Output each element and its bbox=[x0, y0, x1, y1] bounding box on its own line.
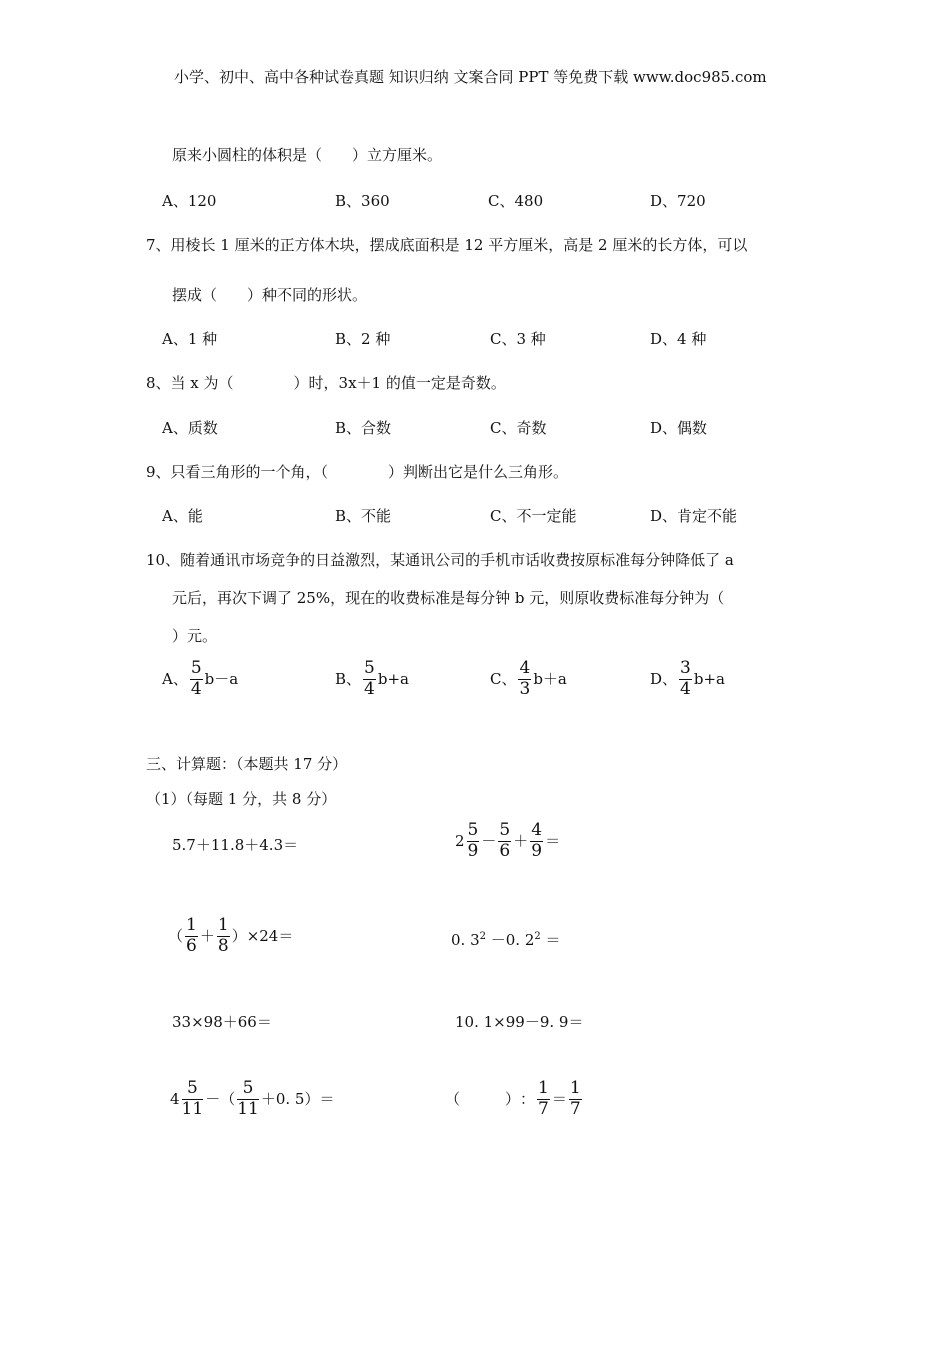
q7-option-a: A、1 种 bbox=[162, 330, 218, 348]
denominator: 4 bbox=[190, 678, 202, 699]
denominator: 6 bbox=[186, 935, 197, 956]
denominator: 11 bbox=[237, 1098, 259, 1119]
expression-tail: ）×24＝ bbox=[231, 926, 294, 945]
answer-blank: （ ） bbox=[445, 1089, 521, 1108]
denominator: 6 bbox=[499, 840, 511, 861]
denominator: 4 bbox=[680, 678, 691, 699]
q7-line1: 7、用棱长 1 厘米的正方体木块，摆成底面积是 12 平方厘米，高是 2 厘米的长方体，可以 bbox=[146, 236, 748, 254]
operator: ＋ bbox=[513, 831, 529, 850]
q6-option-d: D、720 bbox=[650, 192, 706, 210]
q7-option-b: B、2 种 bbox=[335, 330, 391, 348]
operator: －（ bbox=[205, 1089, 236, 1108]
problem-6: 10. 1×99－9. 9＝ bbox=[455, 1013, 584, 1031]
q7-line2: 摆成（ ）种不同的形状。 bbox=[172, 286, 368, 304]
problem-8 bbox=[445, 1080, 584, 1119]
section3-sub1: （1）（每题 1 分，共 8 分） bbox=[146, 790, 337, 808]
q6-option-c: C、480 bbox=[488, 192, 544, 210]
denominator: 7 bbox=[569, 1098, 581, 1119]
option-label: C、 bbox=[490, 669, 517, 688]
exponent: 2 bbox=[479, 931, 486, 942]
numerator: 3 bbox=[680, 658, 691, 678]
numerator: 1 bbox=[186, 915, 197, 935]
numerator: 1 bbox=[538, 1078, 549, 1098]
q8-text: 8、当 x 为（ ）时，3x＋1 的值一定是奇数。 bbox=[146, 374, 506, 392]
denominator: 8 bbox=[217, 935, 229, 956]
q10-option-a bbox=[162, 660, 238, 699]
equals: ＝ bbox=[545, 831, 561, 850]
numerator: 4 bbox=[519, 658, 531, 678]
exponent: 2 bbox=[534, 931, 541, 942]
denominator: 11 bbox=[181, 1098, 204, 1119]
operator: ＋ bbox=[199, 926, 215, 945]
denominator: 4 bbox=[364, 678, 375, 699]
problem-2 bbox=[455, 822, 560, 861]
denominator: 9 bbox=[531, 840, 543, 861]
fraction bbox=[190, 660, 203, 699]
problem-7 bbox=[170, 1080, 334, 1119]
q9-option-b: B、不能 bbox=[335, 507, 392, 525]
numerator: 4 bbox=[531, 820, 543, 840]
section3-title: 三、计算题：（本题共 17 分） bbox=[146, 755, 348, 773]
q9-option-c: C、不一定能 bbox=[490, 507, 577, 525]
fraction bbox=[237, 1080, 259, 1119]
fraction bbox=[467, 822, 480, 861]
q10-option-b bbox=[335, 660, 409, 699]
paren-open: （ bbox=[168, 926, 184, 945]
option-tail: b－a bbox=[204, 669, 239, 688]
denominator: 3 bbox=[519, 678, 531, 699]
fraction bbox=[537, 1080, 550, 1119]
whole-number: 2 bbox=[455, 831, 465, 850]
option-tail: b＋a bbox=[533, 669, 567, 688]
option-label: B、 bbox=[335, 669, 362, 688]
q7-option-c: C、3 种 bbox=[490, 330, 546, 348]
problem-5: 33×98＋66＝ bbox=[172, 1013, 272, 1031]
option-label: A、 bbox=[162, 669, 188, 688]
q8-option-c: C、奇数 bbox=[490, 419, 547, 437]
option-label: D、 bbox=[650, 669, 678, 688]
fraction bbox=[530, 822, 543, 861]
q8-option-a: A、质数 bbox=[162, 419, 218, 437]
numerator: 5 bbox=[499, 820, 511, 840]
q6-continuation: 原来小圆柱的体积是（ ）立方厘米。 bbox=[172, 146, 443, 164]
problem-3 bbox=[168, 917, 293, 956]
numerator: 1 bbox=[217, 915, 229, 935]
equals: ＝ bbox=[551, 1089, 567, 1108]
colon: ： bbox=[520, 1089, 536, 1108]
option-tail: b+a bbox=[693, 669, 725, 688]
page-header: 小学、初中、高中各种试卷真题 知识归纳 文案合同 PPT 等免费下载 www.doc985.com bbox=[174, 68, 767, 86]
denominator: 7 bbox=[538, 1098, 549, 1119]
q9-option-a: A、能 bbox=[162, 507, 203, 525]
problem-1: 5.7＋11.8＋4.3＝ bbox=[172, 836, 299, 854]
q9-text: 9、只看三角形的一个角，（ ）判断出它是什么三角形。 bbox=[146, 463, 569, 481]
option-tail: b+a bbox=[377, 669, 409, 688]
numerator: 5 bbox=[182, 1080, 204, 1100]
fraction bbox=[569, 1080, 582, 1119]
q8-option-b: B、合数 bbox=[335, 419, 392, 437]
numerator: 5 bbox=[190, 658, 202, 678]
problem-4 bbox=[451, 932, 561, 948]
fraction bbox=[518, 660, 531, 699]
q6-option-b: B、360 bbox=[335, 192, 390, 210]
fraction bbox=[182, 1080, 204, 1119]
numerator: 5 bbox=[467, 820, 479, 840]
expression-tail: ＋0. 5）＝ bbox=[260, 1089, 335, 1108]
q10-line3: ）元。 bbox=[172, 627, 218, 645]
numerator: 5 bbox=[237, 1080, 259, 1100]
whole-number: 4 bbox=[170, 1089, 180, 1108]
q8-option-d: D、偶数 bbox=[650, 419, 708, 437]
denominator: 9 bbox=[467, 840, 479, 861]
q10-option-d bbox=[650, 660, 725, 699]
fraction bbox=[185, 917, 198, 956]
q10-line1: 10、随着通讯市场竞争的日益激烈，某通讯公司的手机市话收费按原标准每分钟降低了 a bbox=[146, 551, 734, 569]
fraction bbox=[498, 822, 511, 861]
operator: － bbox=[481, 831, 497, 850]
fraction bbox=[363, 660, 376, 699]
base-b: －0. 2 bbox=[486, 931, 535, 949]
numerator: 1 bbox=[569, 1078, 581, 1098]
q10-option-c bbox=[490, 660, 567, 699]
fraction bbox=[679, 660, 692, 699]
q10-line2: 元后，再次下调了 25%，现在的收费标准是每分钟 b 元，则原收费标准每分钟为（ bbox=[172, 589, 725, 607]
q7-option-d: D、4 种 bbox=[650, 330, 707, 348]
base-a: 0. 3 bbox=[451, 931, 480, 949]
numerator: 5 bbox=[364, 658, 375, 678]
equals: ＝ bbox=[540, 931, 561, 949]
fraction bbox=[217, 917, 230, 956]
q9-option-d: D、肯定不能 bbox=[650, 507, 738, 525]
q6-option-a: A、120 bbox=[162, 192, 217, 210]
